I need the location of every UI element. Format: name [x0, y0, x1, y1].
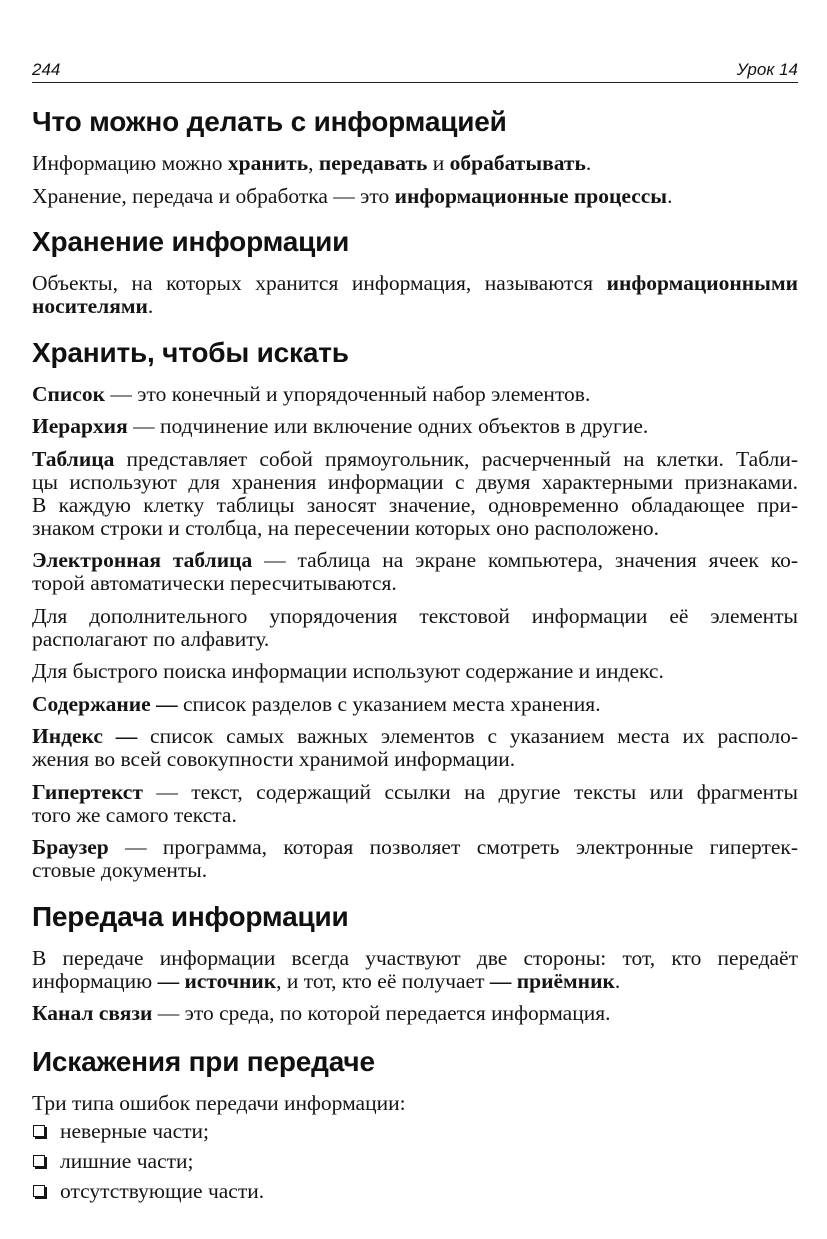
paragraph — [32, 152, 798, 175]
definition-table — [32, 448, 798, 540]
text-run: располагают по алфавиту. — [32, 626, 270, 651]
text-run: — текст, содержащий ссылки на другие тексты или фрагменты — [142, 779, 798, 804]
text-line — [32, 572, 798, 595]
text-run: список разделов с указанием места хранения. — [177, 691, 601, 716]
text-run: В передаче информации всегда участвуют две стороны: тот, кто передаёт — [32, 945, 798, 970]
text-line — [32, 272, 798, 295]
section-store-to-search — [32, 337, 798, 883]
text-line — [32, 836, 798, 859]
text-line — [32, 295, 798, 318]
paragraph — [32, 1092, 798, 1115]
text-run: Информацию можно — [32, 151, 228, 175]
list-item-text: отсутствующие части. — [60, 1179, 265, 1203]
text-line — [32, 517, 798, 540]
section-heading: Хранить, чтобы искать — [32, 336, 349, 368]
bold-term: передавать — [318, 151, 428, 175]
section-heading: Передача информации — [32, 900, 349, 932]
bold-term: информационными — [606, 271, 798, 295]
section-heading: Хранение информации — [32, 226, 350, 257]
text-line — [32, 471, 798, 494]
bold-term: Содержание — — [32, 691, 178, 716]
text-line — [32, 628, 798, 651]
definition-hypertext — [32, 781, 798, 827]
text-run: — это конечный и упорядоченный набор элементов. — [104, 381, 591, 406]
checkbox-bullet-icon — [33, 1125, 45, 1137]
text-line — [32, 660, 798, 683]
text-run: Три типа ошибок передачи информации: — [32, 1091, 406, 1115]
text-run: . — [667, 183, 673, 208]
list-item-text: лишние части; — [60, 1149, 194, 1173]
list-item — [32, 1150, 798, 1173]
text-run: информацию — [32, 968, 158, 993]
section-distortion — [32, 1046, 798, 1203]
bold-term: Канал связи — [32, 1001, 153, 1025]
bold-term: информационные процессы — [394, 183, 668, 208]
definition-list — [32, 383, 798, 406]
text-run: Для дополнительного упорядочения текстовой информации её элементы — [32, 603, 798, 628]
text-line — [32, 494, 798, 517]
text-line — [32, 693, 798, 716]
bold-term: Список — [32, 381, 105, 406]
bold-term: Браузер — [32, 835, 109, 859]
text-run: — это среда, по которой передается информация. — [152, 1001, 611, 1025]
text-run: представляет собой прямоугольник, расчерченный на клетки. Табли- — [114, 446, 798, 471]
bold-term: хранить — [227, 151, 309, 175]
text-run: В каждую клетку таблицы заносят значение, одновременно обладающее при- — [32, 492, 798, 517]
paragraph — [32, 605, 798, 651]
bold-term: обрабатывать — [449, 151, 586, 175]
bold-term: Иерархия — [32, 414, 128, 438]
section-heading: Что можно делать с информацией — [32, 106, 507, 137]
definition-hierarchy — [32, 415, 798, 438]
text-line — [32, 1092, 798, 1115]
bold-term: Электронная таблица — [32, 548, 253, 572]
text-run: того же самого текста. — [32, 802, 237, 827]
page-number: 244 — [32, 60, 61, 79]
text-line — [32, 152, 798, 175]
text-run: стовые документы. — [32, 858, 208, 882]
text-line — [32, 748, 798, 771]
checkbox-bullet-icon — [33, 1185, 45, 1197]
bold-term: — приёмник — [489, 968, 615, 993]
text-run: жения во всей совокупности хранимой информации. — [32, 747, 516, 771]
list-item — [32, 1180, 798, 1203]
text-run: Объекты, на которых хранится информация, называются — [32, 271, 607, 295]
text-run: знаком строки и столбца, на пересечении которых оно расположено. — [32, 515, 659, 540]
text-line — [32, 947, 798, 970]
text-run: Для быстрого поиска информации используют содержание и индекс. — [32, 659, 664, 683]
text-line — [32, 448, 798, 471]
definition-browser — [32, 836, 798, 882]
paragraph — [32, 272, 798, 318]
text-run: . — [614, 968, 621, 993]
section-transmission — [32, 901, 798, 1026]
text-run: — таблица на экране компьютера, значения ячеек ко- — [252, 548, 798, 572]
text-line — [32, 970, 798, 993]
paragraph — [32, 660, 798, 683]
text-run: список самых важных элементов с указанием места их располо- — [137, 724, 798, 748]
bold-term: Таблица — [32, 446, 115, 471]
text-run: цы используют для хранения информации с двумя характерными признаками. — [32, 469, 798, 494]
text-run: , и тот, кто её получает — [276, 968, 490, 993]
list-item — [32, 1120, 798, 1143]
text-line — [32, 605, 798, 628]
definition-index — [32, 725, 798, 771]
text-line — [32, 781, 798, 804]
definition-contents — [32, 693, 798, 716]
running-header — [32, 58, 798, 83]
section-storage — [32, 226, 798, 318]
text-run: торой автоматически пересчитываются. — [32, 571, 397, 595]
definition-channel — [32, 1002, 798, 1025]
list-item-text: неверные части; — [60, 1119, 210, 1143]
text-run: — программа, которая позволяет смотреть электронные гипертек- — [108, 835, 798, 859]
bold-term: Индекс — — [32, 724, 138, 748]
text-line — [32, 725, 798, 748]
page-content — [32, 0, 798, 1210]
bold-term: — источник — [157, 968, 277, 993]
text-line — [32, 415, 798, 438]
text-line — [32, 1002, 798, 1025]
text-run: Хранение, передача и обработка — это — [32, 183, 395, 208]
bold-term: носителями — [32, 294, 148, 318]
text-run: . — [585, 151, 592, 175]
paragraph — [32, 947, 798, 993]
text-run: — подчинение или включение одних объектов в другие. — [127, 414, 649, 438]
text-run: . — [147, 294, 154, 318]
text-run: и — [427, 151, 450, 175]
paragraph — [32, 185, 798, 208]
lesson-label: Урок 14 — [736, 60, 798, 79]
text-line — [32, 859, 798, 882]
text-run: , — [308, 151, 319, 175]
text-line — [32, 383, 798, 406]
checkbox-bullet-icon — [33, 1155, 45, 1167]
text-line — [32, 185, 798, 208]
definition-spreadsheet — [32, 549, 798, 595]
bold-term: Гипертекст — [32, 779, 143, 804]
section-information-operations — [32, 106, 798, 208]
text-line — [32, 804, 798, 827]
text-line — [32, 549, 798, 572]
error-types-list — [32, 1120, 798, 1203]
section-heading: Искажения при передаче — [32, 1046, 375, 1077]
